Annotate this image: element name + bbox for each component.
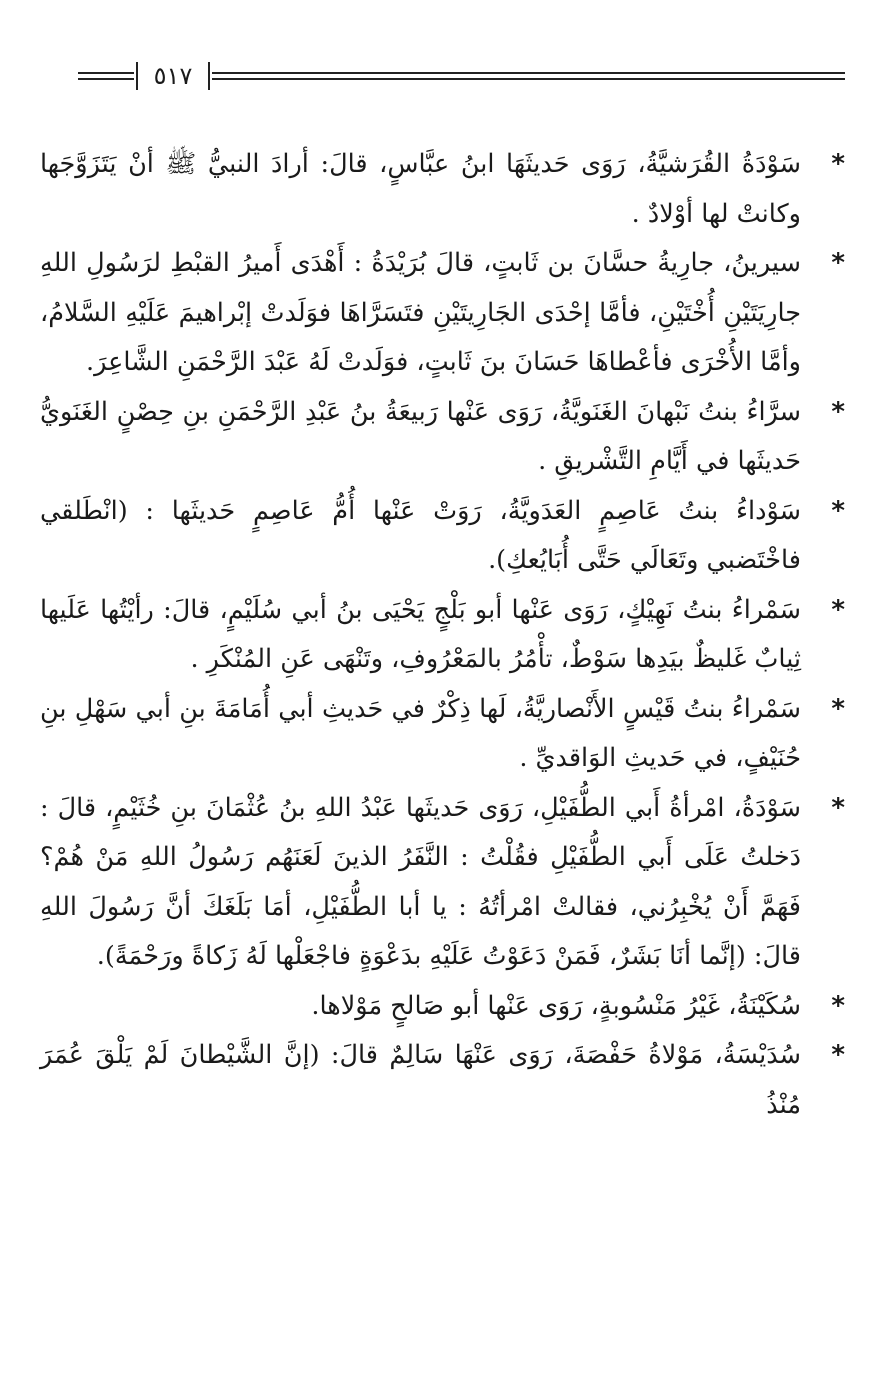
bullet-star: * — [831, 248, 845, 278]
bullet-star: * — [831, 1040, 845, 1070]
entry-text: سَوْدَةُ، امْرأةُ أَبي الطُّفَيْلِ، رَوَى حَديثَها عَبْدُ اللهِ بنُ عُثْمَانَ بنِ خُثَيْمٍ، قالَ : دَخلتُ عَلَى أَبي الطُّفَيْلِ فقُلْتُ : النَّفَرُ الذينَ لَعَنَهُم رَسُولُ اللهِ مَنْ هُمْ؟ فَهَمَّ أَنْ يُخْبِرُني، فقالتْ امْرأتُهُ : يا أبا الطُّفَيْلِ، أمَا بَلَغَكَ أنَّ رَسُولَ اللهِ قالَ: (إنَّما أنَا بَشَرٌ، فَمَنْ دَعَوْتُ عَلَيْهِ بدَعْوَةٍ فاجْعَلْها لَهُ زَكاةً ورَحْمَةً). — [40, 792, 801, 971]
list-item — [40, 1031, 845, 1130]
list-item — [40, 487, 845, 586]
header-rule-left — [78, 72, 134, 80]
bullet-star: * — [831, 594, 845, 625]
header-rule-right — [212, 72, 845, 80]
entry-text: سَوْدَةُ القُرَشيَّةُ، رَوَى حَديثَهَا ابنُ عبَّاسٍ، قالَ: أرادَ النبيُّ ﷺ أنْ يَتَزَوَّجَها وكانتْ لها أوْلادٌ . — [40, 149, 801, 229]
entry-text: سَمْراءُ بنتُ قَيْسٍ الأَنْصاريَّةُ، لَها ذِكْرٌ في حَديثِ أبي أُمَامَةَ بنِ أبي سَهْلِ بنِ حُنَيْفٍ، في حَديثِ الوَاقديِّ . — [40, 693, 801, 773]
list-item — [40, 239, 845, 388]
list-item — [40, 586, 845, 685]
entry-text: سُكَيْنَةُ، غَيْرُ مَنْسُوبةٍ، رَوَى عَنْها أبو صَالحٍ مَوْلاها. — [311, 990, 801, 1021]
header-divider-left — [136, 62, 138, 90]
list-item — [40, 140, 845, 239]
bullet-star: * — [831, 693, 845, 724]
bullet-star: * — [831, 396, 845, 427]
page-number: ٥١٧ — [153, 62, 193, 90]
bullet-star: * — [831, 149, 845, 179]
list-item — [40, 685, 845, 784]
entry-text: سَوْداءُ بنتُ عَاصِمٍ العَدَويَّةُ، رَوَتْ عَنْها أُمُّ عَاصِمٍ حَديثَها : (انْطَلقي فاخْتَضبي وتَعَالَي حَتَّى أُبَايُعكِ). — [40, 495, 801, 575]
entry-text: سرَّاءُ بنتُ نَبْهانَ الغَنَويَّةُ، رَوَى عَنْها رَبيعَةُ بنُ عَبْدِ الرَّحْمَنِ بنِ حِصْنٍ الغَنَويُّ حَديثَها في أَيَّامِ التَّشْريقِ . — [40, 396, 801, 476]
header-divider-right — [208, 62, 210, 90]
list-item — [40, 784, 845, 982]
list-item — [40, 388, 845, 487]
list-item — [40, 982, 845, 1032]
page-header — [78, 62, 845, 92]
entry-text: سَمْراءُ بنتُ نَهِيْكٍ، رَوَى عَنْها أبو بَلْجٍ يَحْيَى بنُ أبي سُلَيْمٍ، قالَ: رأيْتُها عَلَيها ثِيابٌ غَليظٌ بيَدِها سَوْطٌ، تأْمُرُ بالمَعْرُوفِ، وتَنْهَى عَنِ المُنْكَرِ . — [40, 594, 801, 674]
entry-text: سيرينُ، جارِيةُ حسَّانَ بن ثَابتٍ، قالَ بُرَيْدَةُ : أَهْدَى أَميرُ القبْطِ لرَسُولِ اللهِ جارِيَتَيْنِ أُخْتَيْنِ، فأمَّا إحْدَى الجَارِيتَيْنِ فتَسَرَّاهَا فوَلَدتْ إبْراهيمَ عَلَيْهِ السَّلامُ، وأمَّا الأُخْرَى فأعْطاهَا حَسَانَ بنَ ثَابتٍ، فوَلَدتْ لَهُ عَبْدَ الرَّحْمَنِ الشَّاعِرَ. — [40, 248, 801, 377]
entry-text: سُدَيْسَةُ، مَوْلاةُ حَفْصَةَ، رَوَى عَنْهَا سَالِمٌ قالَ: (إنَّ الشَّيْطانَ لَمْ يَلْقَ عُمَرَ مُنْذُ — [40, 1040, 801, 1120]
bullet-star: * — [831, 990, 845, 1021]
bullet-star: * — [831, 495, 845, 526]
bullet-star: * — [831, 792, 845, 823]
entry-list — [40, 140, 845, 1130]
